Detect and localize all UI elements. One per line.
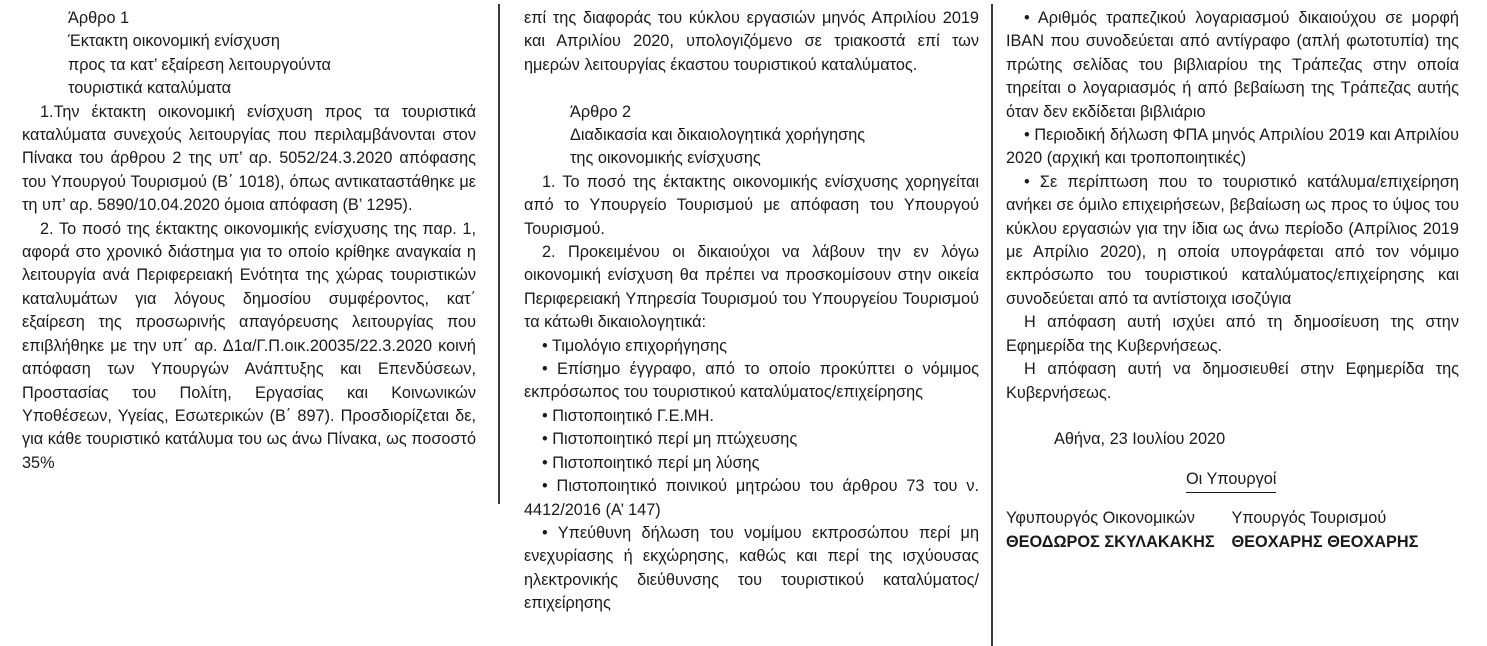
list-item: • Πιστοποιητικό περί μη πτώχευσης [542,430,798,449]
list-item: • Υπεύθυνη δήλωση του νομίμου εκπροσώπου περί μη ενεχυρίασης ή εκχώρησης, καθώς και περί της ισχύουσας ηλεκτρονικής διεύθυνσης του τουριστικού καταλύματος/επιχείρησης [524,523,979,613]
list-item: • Τιμολόγιο επιχορήγησης [542,336,728,355]
article-2-title-line: της οικονομικής ενίσχυσης [570,149,761,168]
article-2-heading [524,77,979,171]
article-1-heading [22,7,476,101]
column-3 [1006,7,1459,554]
signatures [1006,507,1459,554]
article-1-title-line: τουριστικά καταλύματα [68,79,232,98]
article-2-paragraph-2: 2. Προκειμένου οι δικαιούχοι να λάβουν την εν λόγω οικονομική ενίσχυση θα πρέπει να προσκομίσουν στην οικεία Περιφερειακή Υπηρεσία Τουρισμού του Υπουργείου Τουρισμού τα κάτωθι δικαιολογητικά: [524,243,979,332]
article-1-continuation: επί της διαφοράς του κύκλου εργασιών μηνός Απριλίου 2019 και Απριλίου 2020, υπολογιζόμενο σε τριακοστά επί των ημερών λειτουργίας έκαστου τουριστικού καταλύματος. [524,9,979,74]
list-item: • Σε περίπτωση που το τουριστικό κατάλυμα/επιχείρηση ανήκει σε όμιλο επιχειρήσεων, βεβαίωση ως προς το ύψος του κύκλου εργασιών για την ίδια ως άνω περίοδο (Απρίλιος 2019 με Απρίλιο 2020), η οποία υπογράφεται από τον νόμιμο εκπρόσωπο του τουριστικού καταλύματος/επιχείρησης και συνοδεύεται από τα αντίστοιχα ισοζύγια [1006,172,1459,308]
list-item: • Περιοδική δήλωση ΦΠΑ μηνός Απριλίου 2019 και Απριλίου 2020 (αρχική και τροποποιητικές) [1006,126,1459,168]
list-item: • Αριθμός τραπεζικού λογαριασμού δικαιούχου σε μορφή IBAN που συνοδεύεται από αντίγραφο (απλή φωτοτυπία) της πρώτης σελίδας του βιβλιαρίου της Τράπεζας στην οποία τηρείται ο λογαριασμός ή από βεβαίωση της Τράπεζας αυτής όταν δεν εκδίδεται βιβλιάριο [1006,9,1459,121]
column-1 [22,7,476,475]
column-2 [524,7,979,616]
signatory-name: ΘΕΟΔΩΡΟΣ ΣΚΥΛΑΚΑΚΗΣ [1006,532,1215,551]
article-1-title-line: προς τα κατ’ εξαίρεση λειτουργούντα [68,55,331,74]
signatory-title: Υπουργός Τουρισμού [1231,509,1387,528]
ministers-label-text: Οι Υπουργοί [1186,468,1276,493]
list-item: • Επίσημο έγγραφο, από το οποίο προκύπτει ο νόμιμος εκπρόσωπος του τουριστικού καταλύματος/επιχείρησης [524,360,979,402]
list-item: • Πιστοποιητικό Γ.Ε.ΜΗ. [542,406,714,425]
article-1-paragraph-1: 1.Την έκτακτη οικονομική ενίσχυση προς τα τουριστικά καταλύματα συνεχούς λειτουργίας που περιλαμβάνονται στον Πίνακα του άρθρου 2 της υπ’ αρ. 5052/24.3.2020 απόφασης του Υπουργού Τουρισμού (Β΄ 1018), όπως αντικαταστάθηκε με τη υπ’ αρ. 5890/10.04.2020 όμοια απόφαση (Β’ 1295). [22,102,476,215]
signatory-name: ΘΕΟΧΑΡΗΣ ΘΕΟΧΑΡΗΣ [1231,532,1419,551]
signatory-title: Υφυπουργός Οικονομικών [1006,509,1195,528]
validity-clause: Η απόφαση αυτή ισχύει από τη δημοσίευση της στην Εφημερίδα της Κυβερνήσεως. [1006,313,1459,355]
publication-clause: Η απόφαση αυτή να δημοσιευθεί στην Εφημερίδα της Κυβερνήσεως. [1006,360,1459,402]
signatory-deputy-finance [1006,507,1234,554]
article-2-title-line: Διαδικασία και δικαιολογητικά χορήγησης [570,126,866,145]
signing-date: Αθήνα, 23 Ιουλίου 2020 [1054,430,1226,449]
column-divider [498,4,500,504]
article-1-label: Άρθρο 1 [68,9,130,27]
article-1-title-line: Έκτακτη οικονομική ενίσχυση [68,32,280,51]
article-2-paragraph-1: 1. Το ποσό της έκτακτης οικονομικής ενίσχυσης χορηγείται από το Υπουργείο Τουρισμού με απόφαση του Υπουργού Τουρισμού. [524,172,979,238]
signatory-tourism [1232,507,1460,554]
column-divider [991,4,993,646]
list-item: • Πιστοποιητικό ποινικού μητρώου του άρθρου 73 του ν. 4412/2016 (Α’ 147) [524,477,979,519]
ministers-label [1006,468,1459,493]
list-item: • Πιστοποιητικό περί μη λύσης [542,453,760,472]
article-2-label: Άρθρο 2 [570,102,632,121]
article-1-paragraph-2: 2. Το ποσό της έκτακτης οικονομικής ενίσχυσης της παρ. 1, αφορά στο χρονικό διάστημα για το οποίο κρίθηκε αναγκαία η λειτουργία ανά Περιφερειακή Ενότητα της χώρας τουριστικών καταλυμάτων για λόγους δημοσίου συμφέροντος, κατ΄ εξαίρεση της προσωρινής απαγόρευσης λειτουργίας που επιβλήθηκε με την υπ΄ αρ. Δ1α/Γ.Π.οικ.20035/22.3.2020 κοινή απόφαση των Υπουργών Ανάπτυξης και Επενδύσεων, Προστασίας του Πολίτη, Εργασίας και Κοινωνικών Υποθέσεων, Υγείας, Εσωτερικών (Β΄ 897). Προσδιορίζεται δε, για κάθε τουριστικό κατάλυμα του ως άνω Πίνακα, ως ποσοστό 35% [22,219,476,472]
